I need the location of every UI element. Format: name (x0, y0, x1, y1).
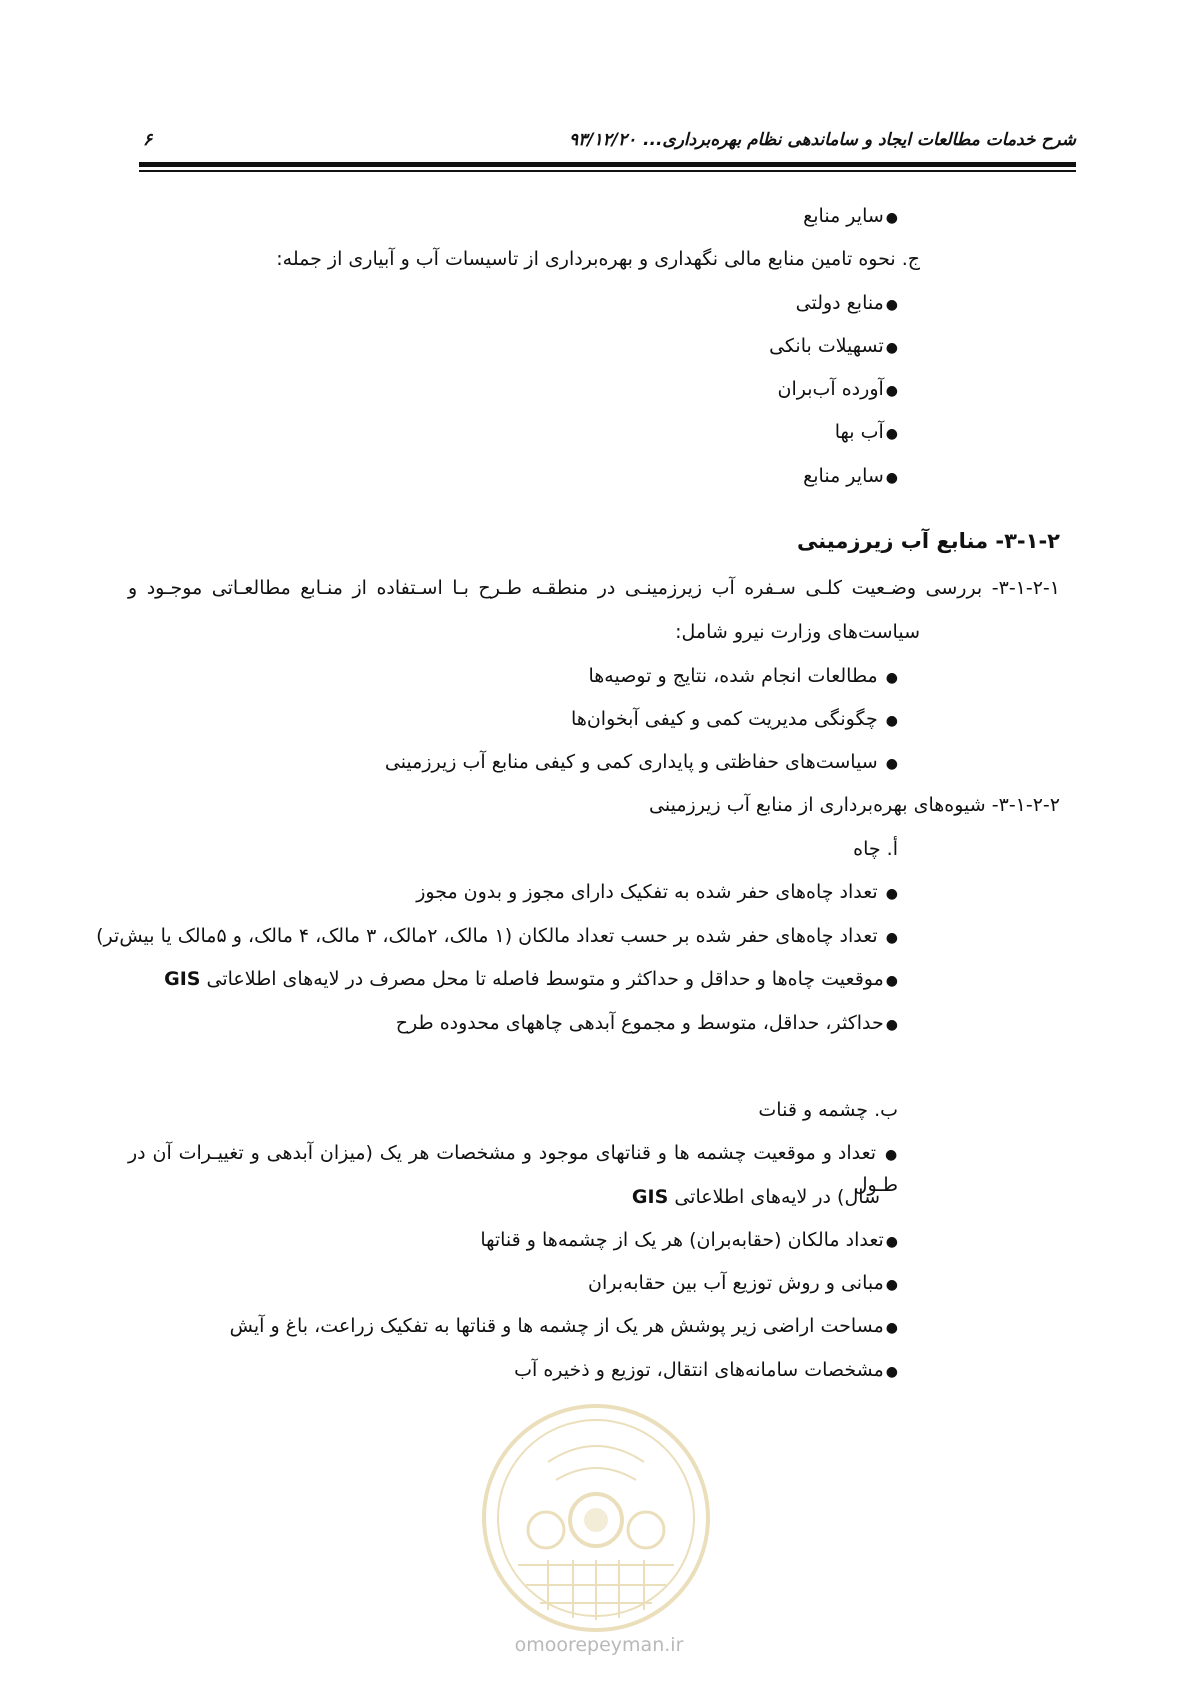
list-item: ●حداکثر، حداقل، متوسط و مجموع آبدهی چاههای محدوده طرح (395, 1012, 898, 1034)
list-item: ●مبانی و روش توزیع آب بین حقابه‌بران (588, 1272, 898, 1294)
list-item-continuation: سال) در لایه‌های اطلاعاتی GIS (631, 1186, 880, 1208)
header-rule-thin (139, 170, 1076, 172)
paragraph-line: ۳-۱-۲-۲- شیوه‌های بهره‌برداری از منابع آب زیرزمینی (649, 794, 1060, 816)
section-heading: ۳-۱-۲- منابع آب زیرزمینی (796, 529, 1060, 553)
list-item: ● چگونگی مدیریت کمی و کیفی آبخوان‌ها (571, 708, 898, 730)
bullet-icon: ● (885, 670, 898, 686)
watermark-seal (478, 1400, 714, 1636)
document-date: ۹۳/۱۲/۲۰ (569, 130, 637, 150)
paragraph-line: سیاست‌های وزارت نیرو شامل: (675, 621, 920, 643)
list-item: ●آب بها (834, 421, 898, 443)
bullet-icon: ● (885, 886, 898, 902)
bullet-icon: ● (885, 1017, 898, 1033)
list-item: ● تعداد چاه‌های حفر شده بر حسب تعداد مالکان (۱ مالک، ۲مالک، ۳ مالک، ۴ مالک، و ۵مالک یا بیش‌تر) (96, 925, 898, 947)
list-item-be: ب. چشمه و قنات (758, 1099, 898, 1121)
list-item: ●منابع دولتی (795, 292, 898, 314)
bullet-icon: ● (885, 1277, 898, 1293)
bullet-icon: ● (885, 756, 898, 772)
bullet-icon: ● (885, 426, 898, 442)
bullet-icon: ● (885, 1234, 898, 1250)
bullet-icon: ● (885, 973, 898, 989)
list-item: ● مطالعات انجام شده، نتایج و توصیه‌ها (588, 665, 898, 687)
watermark-url: omoorepeyman.ir (514, 1634, 684, 1656)
list-item: ● تعداد چاه‌های حفر شده به تفکیک دارای مجوز و بدون مجوز (416, 881, 898, 903)
list-item: ●سایر منابع (803, 205, 898, 227)
list-item: ●تعداد مالکان (حقابه‌بران) هر یک از چشمه‌ها و قناتها (480, 1229, 898, 1251)
bullet-icon: ● (885, 713, 898, 729)
page-number: ۶ (143, 130, 153, 150)
document-title: شرح خدمات مطالعات ایجاد و ساماندهی نظام بهره‌برداری... (643, 130, 1076, 150)
bullet-icon: ● (885, 470, 898, 486)
list-item: ●موقعیت چاه‌ها و حداقل و حداکثر و متوسط فاصله تا محل مصرف در لایه‌های اطلاعاتی GIS (164, 968, 898, 990)
bullet-icon: ● (885, 1364, 898, 1380)
list-item: ●تسهیلات بانکی (769, 335, 898, 357)
list-item-alef: أ. چاه (853, 838, 898, 860)
list-item: ● تعداد و موقعیت چشمه ها و قناتهای موجود و مشخصات هر یک (میزان آبدهی و تغییـرات آن در طـول (128, 1142, 899, 1196)
page-header (139, 124, 1076, 154)
seal-icon (478, 1400, 714, 1636)
bullet-icon: ● (885, 210, 898, 226)
bullet-icon: ● (885, 340, 898, 356)
bullet-icon: ● (885, 383, 898, 399)
bullet-icon: ● (885, 297, 898, 313)
header-rule-thick (139, 162, 1076, 167)
paragraph-line: ۳-۱-۲-۱- بررسی وضـعیت کلـی سـفره آب زیرزمینـی در منطقـه طـرح بـا اسـتفاده از منـابع مطالعـاتی موجـود و (128, 577, 1060, 599)
list-item: ●آورده آب‌بران (777, 378, 898, 400)
list-item-jim: ج. نحوه تامین منابع مالی نگهداری و بهره‌برداری از تاسیسات آب و آبیاری از جمله: (276, 248, 920, 270)
list-item: ● سیاست‌های حفاظتی و پایداری کمی و کیفی منابع آب زیرزمینی (384, 751, 898, 773)
bullet-icon: ● (885, 930, 898, 946)
bullet-icon: ● (884, 1147, 899, 1163)
list-item: ●مشخصات سامانه‌های انتقال، توزیع و ذخیره آب (514, 1359, 898, 1381)
list-item: ●سایر منابع (803, 465, 898, 487)
list-item: ●مساحت اراضی زیر پوشش هر یک از چشمه ها و قناتها به تفکیک زراعت، باغ و آیش (229, 1315, 898, 1337)
bullet-icon: ● (885, 1320, 898, 1336)
